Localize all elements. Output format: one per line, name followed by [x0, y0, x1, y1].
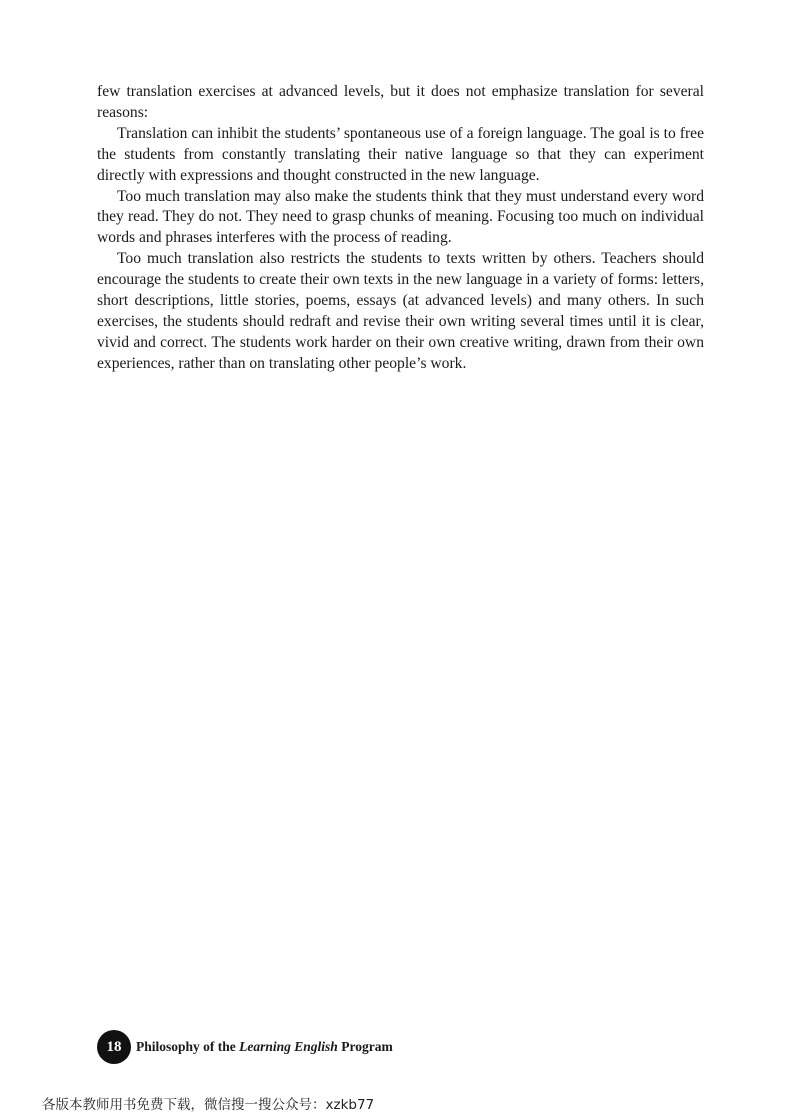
- paragraph-understand-every-word: Too much translation may also make the students think that they must understand every word they read. They do not. They need to grasp chunks of meaning. Focusing too much on individual words and phrases interferes with the process of reading.: [97, 187, 704, 247]
- page-footer: [97, 1030, 393, 1064]
- page-number-badge: 18: [97, 1030, 131, 1064]
- running-title-suffix: Program: [337, 1039, 393, 1054]
- paragraph-restricts-texts: Too much translation also restricts the students to texts written by others. Teachers should encourage the students to create their own texts in the new language in a variety of forms: letters, short descriptions, little stories, poems, essays (at advanced levels) and many others. In such exercises, the students should redraft and revise their own writing several times until it is clear, vivid and correct. The students work harder on their own creative writing, drawn from their own experiences, rather than on translating other people’s work.: [97, 250, 704, 372]
- watermark-text: 各版本教师用书免费下载，微信搜一搜公众号：xzkb77: [42, 1097, 375, 1113]
- running-title: [136, 1039, 393, 1055]
- paragraph-continuation: few translation exercises at advanced levels, but it does not emphasize translation for several reasons:: [97, 83, 704, 121]
- running-title-prefix: Philosophy of the: [136, 1039, 240, 1054]
- paragraph-inhibit: Translation can inhibit the students’ spontaneous use of a foreign language. The goal is to free the students from constantly translating their native language so that they can experiment directly with expressions and thought constructed in the new language.: [97, 124, 704, 184]
- body-text: [97, 82, 704, 375]
- running-title-italic: Learning English: [239, 1039, 338, 1054]
